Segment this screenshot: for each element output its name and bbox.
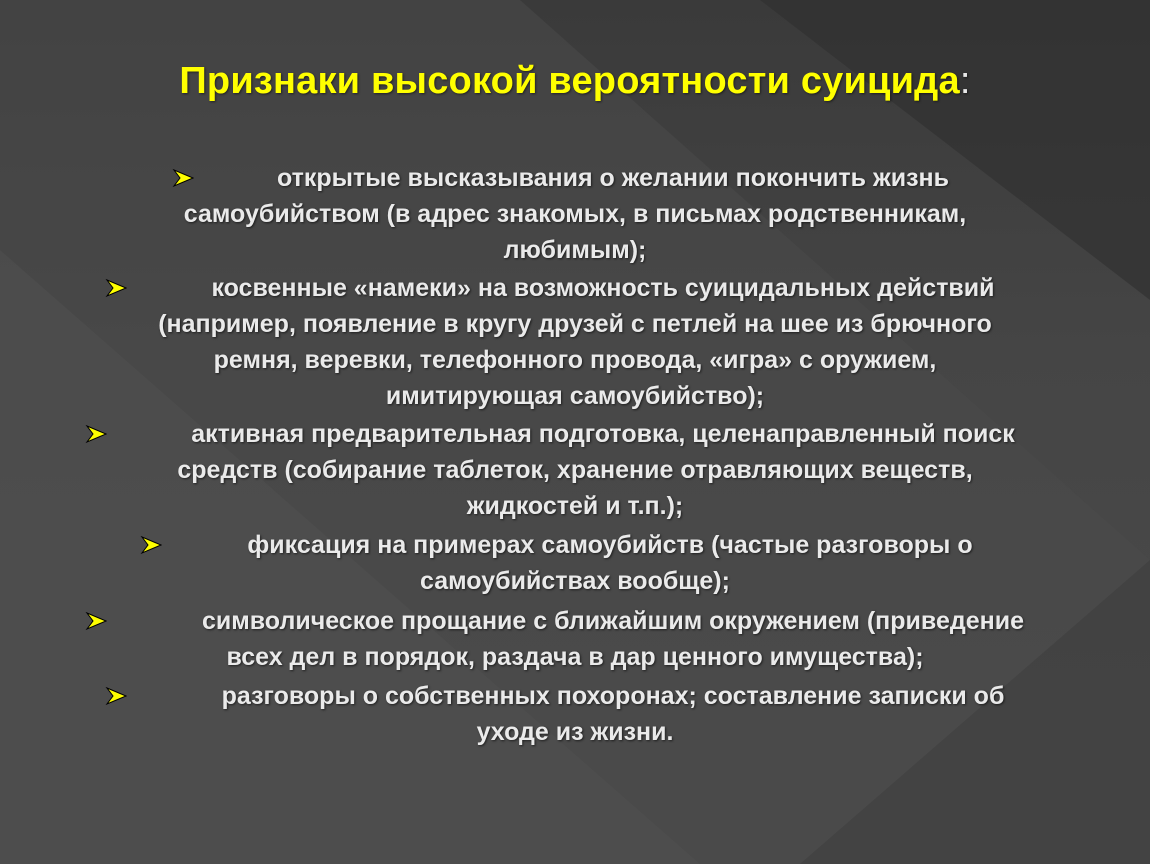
item-line: имитирующая самоубийство); bbox=[385, 382, 765, 410]
item-line: жидкостей и т.п.); bbox=[466, 492, 684, 520]
item-line: любимым); bbox=[503, 236, 647, 264]
item-line: разговоры о собственных похоронах; составление записки об bbox=[221, 682, 1005, 710]
item-line: фиксация на примерах самоубийств (частые разговоры о bbox=[247, 531, 973, 559]
item-line: всех дел в порядок, раздача в дар ценного имущества); bbox=[226, 643, 924, 671]
slide-title bbox=[0, 60, 1150, 103]
item-line: самоубийствах вообще); bbox=[420, 567, 730, 595]
item-line: активная предварительная подготовка, целенаправленный поиск bbox=[191, 420, 1015, 448]
title-colon: : bbox=[959, 60, 971, 102]
item-line: ремня, веревки, телефонного провода, «игра» с оружием, bbox=[213, 346, 937, 374]
item-line: самоубийством (в адрес знакомых, в письмах родственникам, bbox=[183, 200, 967, 228]
item-line: уходе из жизни. bbox=[476, 718, 674, 746]
item-line: символическое прощание с ближайшим окружением (приведение bbox=[202, 607, 1024, 635]
item-line: средств (собирание таблеток, хранение отравляющих веществ, bbox=[177, 456, 973, 484]
item-line: косвенные «намеки» на возможность суицидальных действий bbox=[211, 274, 995, 302]
item-line: открытые высказывания о желании покончить жизнь bbox=[277, 164, 949, 192]
title-text: Признаки высокой вероятности суицида bbox=[179, 60, 960, 102]
item-line: (например, появление в кругу друзей с петлей на шее из брючного bbox=[158, 310, 992, 338]
